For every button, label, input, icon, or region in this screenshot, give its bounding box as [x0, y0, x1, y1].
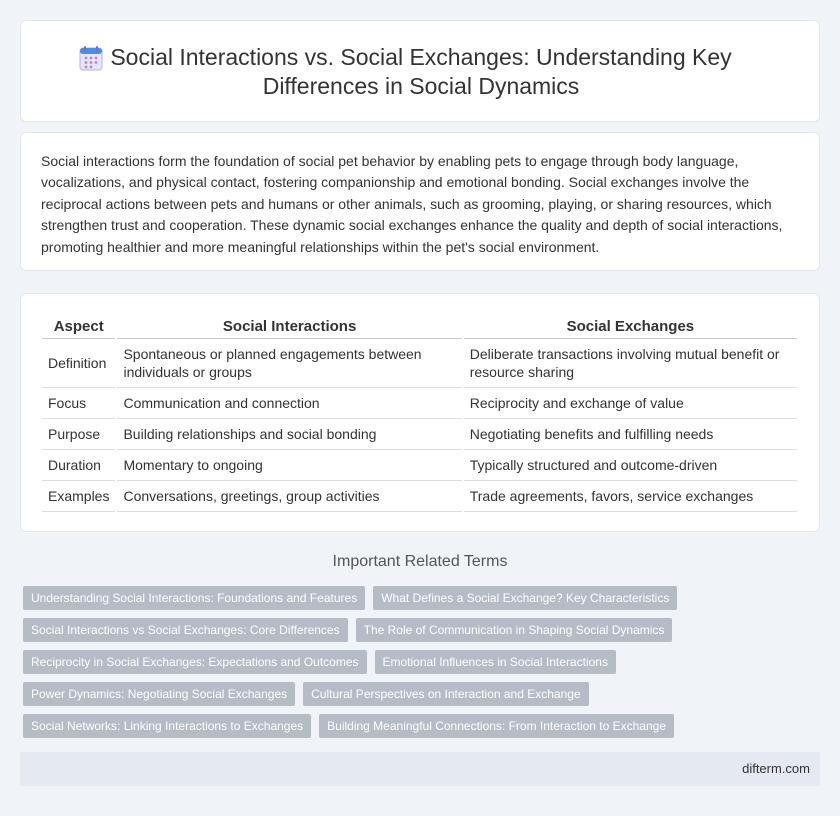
- table-cell: Trade agreements, favors, service exchanges: [463, 480, 798, 511]
- related-terms-heading: Important Related Terms: [332, 553, 508, 570]
- table-cell: Definition: [42, 338, 116, 387]
- table-row: [42, 387, 798, 418]
- column-header: Social Interactions: [116, 314, 462, 338]
- related-term-tag[interactable]: Power Dynamics: Negotiating Social Exchanges: [23, 682, 295, 706]
- footer: [20, 752, 820, 786]
- related-term-tag[interactable]: Social Interactions vs Social Exchanges: Core Differences: [23, 618, 348, 642]
- intro-paragraph: Social interactions form the foundation of social pet behavior by enabling pets to engage through body language, vocalizations, and physical contact, fostering companionship and emotional bonding. Social exchanges involve the reciprocal actions between pets and humans or other animals, such as grooming, playing, or sharing resources, which strengthen trust and cooperation. These dynamic social exchanges enhance the quality and depth of social interactions, promoting healthier and more meaningful relationships within the pet's social environment.: [41, 153, 783, 255]
- tag-row: [23, 586, 677, 610]
- table-row: [42, 338, 798, 387]
- table-row: [42, 480, 798, 511]
- table-header-row: [42, 314, 798, 338]
- table-cell: Typically structured and outcome-driven: [463, 449, 798, 480]
- table-cell: Deliberate transactions involving mutual benefit or resource sharing: [463, 338, 798, 387]
- comparison-card: [20, 293, 820, 532]
- table-cell: Momentary to ongoing: [116, 449, 462, 480]
- related-term-tag[interactable]: Reciprocity in Social Exchanges: Expectations and Outcomes: [23, 650, 367, 674]
- tag-row: [23, 650, 616, 674]
- table-cell: Duration: [42, 449, 116, 480]
- related-term-tag[interactable]: Emotional Influences in Social Interactions: [375, 650, 616, 674]
- related-term-tag[interactable]: What Defines a Social Exchange? Key Characteristics: [373, 586, 677, 610]
- table-row: [42, 418, 798, 449]
- page-title: Social Interactions vs. Social Exchanges: Understanding Key Differences in Social Dynamics: [110, 44, 732, 99]
- table-row: [42, 449, 798, 480]
- table-cell: Spontaneous or planned engagements between individuals or groups: [116, 338, 462, 387]
- related-term-tag[interactable]: Cultural Perspectives on Interaction and Exchange: [303, 682, 589, 706]
- table-cell: Reciprocity and exchange of value: [463, 387, 798, 418]
- related-term-tag[interactable]: Understanding Social Interactions: Foundations and Features: [23, 586, 365, 610]
- column-header: Aspect: [42, 314, 116, 338]
- table-cell: Purpose: [42, 418, 116, 449]
- header-card: [20, 20, 820, 122]
- table-cell: Building relationships and social bonding: [116, 418, 462, 449]
- table-cell: Communication and connection: [116, 387, 462, 418]
- related-term-tag[interactable]: Social Networks: Linking Interactions to Exchanges: [23, 714, 311, 738]
- table-cell: Examples: [42, 480, 116, 511]
- tag-row: [23, 714, 674, 738]
- table-cell: Conversations, greetings, group activities: [116, 480, 462, 511]
- column-header: Social Exchanges: [463, 314, 798, 338]
- tag-row: [23, 618, 672, 642]
- comparison-table: [42, 314, 799, 512]
- intro-card: [20, 132, 820, 271]
- related-term-tag[interactable]: Building Meaningful Connections: From Interaction to Exchange: [319, 714, 674, 738]
- tag-row: [23, 682, 589, 706]
- table-cell: Negotiating benefits and fulfilling needs: [463, 418, 798, 449]
- table-cell: Focus: [42, 387, 116, 418]
- related-term-tag[interactable]: The Role of Communication in Shaping Social Dynamics: [356, 618, 673, 642]
- footer-site-name[interactable]: difterm.com: [742, 761, 810, 776]
